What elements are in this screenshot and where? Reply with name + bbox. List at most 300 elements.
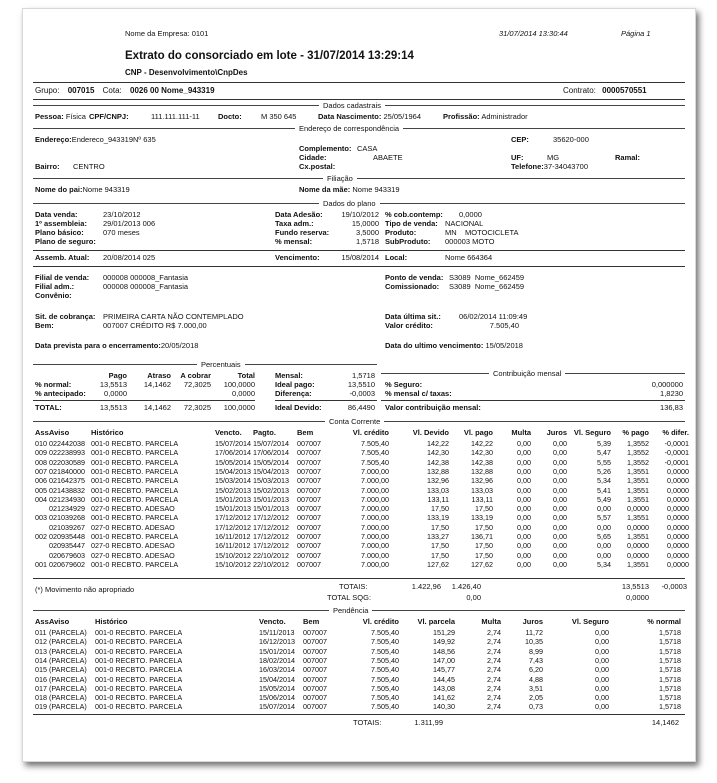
- cell-pct-pago: 0,0000: [627, 541, 649, 551]
- cell-aviso: 021039267: [49, 522, 85, 532]
- cell-multa: 2,74: [487, 637, 501, 647]
- cell-bem: 007007: [297, 559, 321, 569]
- cell-pct-difer: 0,0000: [667, 522, 689, 532]
- commissioned-value: S3089 Nome_662459: [449, 282, 525, 291]
- col-header-aviso: Aviso: [49, 617, 70, 626]
- cell-ass: 001: [35, 559, 47, 569]
- cell-juros: 2,05: [529, 693, 543, 703]
- cell-multa: 0,00: [517, 439, 531, 448]
- cell-vencto: 15/07/2014: [215, 439, 251, 448]
- cell-historico: 001-0 RECBTO. PARCELA: [95, 665, 183, 675]
- cell-pct-pago: 0,0000: [627, 504, 649, 514]
- divider: [275, 400, 377, 401]
- label: Local:: [385, 253, 408, 262]
- cell-pagto: 17/12/2012: [253, 532, 289, 541]
- cell-pago: 142,30: [471, 448, 493, 458]
- cell-credito: 7.505,40: [371, 665, 399, 675]
- col-header-bem: Bem: [297, 428, 314, 437]
- divider: [33, 714, 685, 715]
- label: Bem:: [35, 321, 54, 330]
- cell-pagto: 15/02/2013: [253, 485, 289, 495]
- cell-aviso: 021642375: [49, 476, 85, 486]
- cell-credito: 7.000,00: [361, 494, 389, 504]
- cell-multa: 0,00: [517, 494, 531, 504]
- cell-historico: 001-0 RECBTO. PARCELA: [95, 693, 183, 703]
- report-subtitle: CNP - Desenvolvimento\CnpDes: [125, 68, 248, 77]
- cota-label: Cota:: [102, 86, 122, 95]
- cell-devido: 132,96: [427, 476, 449, 486]
- cell-bem: 007007: [297, 439, 321, 448]
- cell-seguro: 5,55: [597, 457, 611, 467]
- label: Data venda:: [35, 210, 78, 219]
- label: Data prevista para o encerramento:: [35, 341, 161, 350]
- cell-seguro: 0,00: [595, 655, 609, 665]
- cell: 14,1462: [143, 403, 171, 412]
- cell-pct-difer: -0,0001: [664, 448, 689, 458]
- cell-bem: 007007: [303, 674, 327, 684]
- total-paid-value: 1.426,40: [451, 582, 481, 591]
- uf-value: MG: [547, 153, 560, 162]
- cell-vencto: 15/04/2013: [215, 466, 251, 476]
- cell-pct-pago: 1,3551: [627, 532, 649, 541]
- group-line: [35, 86, 215, 96]
- cell-bem: 007007: [297, 466, 321, 476]
- col-header-pct-difer: % difer.: [662, 428, 689, 437]
- cell-pago: 17,50: [475, 504, 493, 514]
- cell: 72,3025: [183, 380, 211, 389]
- cell-multa: 2,74: [487, 665, 501, 675]
- cell-multa: 0,00: [517, 522, 531, 532]
- cell-pct-difer: 0,0000: [667, 504, 689, 514]
- cell-juros: 0,00: [553, 550, 567, 560]
- cell-vencto: 15/05/2014: [215, 457, 251, 467]
- cell-pct-normal: 1,5718: [659, 693, 681, 703]
- credit-value: 7.505,40: [489, 321, 519, 330]
- col-header-juros: Juros: [522, 617, 543, 626]
- section-filiacao: [33, 174, 685, 184]
- label: % mensal c/ taxas:: [385, 389, 452, 398]
- cell-pagto: 17/12/2012: [253, 541, 289, 551]
- sqg-label: TOTAL SQG:: [327, 593, 372, 602]
- sale-date-value: 23/10/2012: [103, 210, 141, 219]
- ideal-paid-value: 13,5510: [347, 380, 375, 389]
- cell: 0,0000: [232, 389, 255, 398]
- cell-ass: 007: [35, 466, 47, 476]
- cell-bem: 007007: [303, 628, 327, 637]
- cell-pct-difer: 0,0000: [667, 485, 689, 495]
- cell-multa: 0,00: [517, 504, 531, 514]
- subproduct-value: 000003 MOTO: [445, 237, 495, 246]
- section-title: Pendência: [329, 606, 372, 615]
- cell-ass: 012: [35, 637, 47, 647]
- label: Filial adm.:: [35, 282, 75, 291]
- ideal-due-value: 86,4490: [347, 403, 375, 412]
- col-header: A cobrar: [180, 371, 211, 380]
- sale-point-value: S3089 Nome_662459: [449, 273, 525, 282]
- col-header-historico: Histórico: [91, 428, 124, 437]
- profession-value: Administrador: [481, 112, 528, 121]
- cell: 13,5513: [99, 380, 127, 389]
- cell-ass: 003: [35, 513, 47, 523]
- cell-aviso: 022238993: [49, 448, 85, 458]
- cell-pct-normal: 1,5718: [659, 683, 681, 693]
- cell-vencto: 15/01/2014: [259, 646, 295, 656]
- cell-parcela: 144,45: [433, 674, 455, 684]
- cell-bem: 007007: [297, 504, 321, 514]
- cell-historico: 001-0 RECBTO. PARCELA: [91, 513, 179, 523]
- contract-value: 0000570551: [602, 86, 647, 95]
- cell: 0,0000: [104, 389, 127, 398]
- cell-ass: 014: [35, 655, 47, 665]
- cell-pct-normal: 1,5718: [659, 655, 681, 665]
- phone-value: 37-34043700: [543, 162, 588, 171]
- cell-credito: 7.505,40: [371, 702, 399, 712]
- col-header-devido: Vl. Devido: [412, 428, 449, 437]
- cell-seguro: 0,00: [595, 674, 609, 684]
- label: % Seguro:: [385, 380, 423, 389]
- district-value: CENTRO: [73, 162, 105, 171]
- label: Cx.postal:: [299, 162, 336, 171]
- cell-ass: 010: [35, 439, 47, 448]
- cell-bem: 007007: [297, 494, 321, 504]
- cell-historico: 027-0 RECBTO. ADESAO: [91, 504, 175, 514]
- cell-pago: 136,71: [471, 532, 493, 541]
- cell-aviso: (PARCELA): [49, 655, 87, 665]
- company-name: Nome da Empresa: 0101: [125, 29, 209, 38]
- cell-pagto: 15/07/2014: [253, 439, 289, 448]
- cell-bem: 007007: [297, 457, 321, 467]
- cell-pagto: 22/10/2012: [253, 550, 289, 560]
- row-label: % antecipado:: [35, 389, 86, 398]
- cell-historico: 001-0 RECBTO. PARCELA: [91, 448, 179, 458]
- cell-pct-normal: 1,5718: [659, 637, 681, 647]
- cell-historico: 001-0 RECBTO. PARCELA: [95, 646, 183, 656]
- cell-credito: 7.505,40: [361, 457, 389, 467]
- cell-seguro: 5,47: [597, 448, 611, 458]
- cell-vencto: 15/01/2013: [215, 494, 251, 504]
- label: Nome do pai:: [35, 185, 83, 194]
- cell-pago: 17,50: [475, 541, 493, 551]
- divider: [33, 266, 685, 267]
- cell-vencto: 16/11/2012: [215, 532, 251, 541]
- cell-multa: 0,00: [517, 448, 531, 458]
- cell-pagto: 15/03/2013: [253, 476, 289, 486]
- cell-credito: 7.000,00: [361, 532, 389, 541]
- cell-pct-normal: 1,5718: [659, 646, 681, 656]
- cell-pct-difer: 0,0000: [667, 494, 689, 504]
- cell-parcela: 145,77: [433, 665, 455, 675]
- divider: [33, 99, 685, 100]
- cpf-value: 111.111.111-11: [151, 112, 200, 121]
- col-header-credito: Vl. crédito: [362, 617, 399, 626]
- cell-seguro: 5,34: [597, 559, 611, 569]
- label: % mensal:: [275, 237, 313, 246]
- cell-vencto: 15/04/2014: [259, 674, 295, 684]
- adhesion-date-value: 19/10/2012: [341, 210, 379, 219]
- label: Data Nascimento:: [318, 112, 382, 121]
- cell-bem: 007007: [297, 448, 321, 458]
- cell-bem: 007007: [303, 702, 327, 712]
- cell-multa: 0,00: [517, 457, 531, 467]
- cell-multa: 0,00: [517, 550, 531, 560]
- cell-aviso: (PARCELA): [49, 674, 87, 684]
- cell-seguro: 5,41: [597, 485, 611, 495]
- cell-historico: 001-0 RECBTO. PARCELA: [95, 683, 183, 693]
- section-dados-cadastrais: [33, 101, 685, 111]
- cell-pct-pago: 1,3551: [627, 485, 649, 495]
- section-dados-plano: [33, 199, 685, 209]
- cell-juros: 0,00: [553, 494, 567, 504]
- cell-credito: 7.505,40: [361, 439, 389, 448]
- cell-credito: 7.000,00: [361, 504, 389, 514]
- label: Data Adesão:: [275, 210, 323, 219]
- section-title: Endereço de correspondência: [295, 124, 403, 133]
- local-value: Nome 664364: [445, 253, 493, 262]
- section-percentuais: [33, 360, 377, 370]
- cell-aviso: 020935447: [49, 541, 85, 551]
- cell-aviso: (PARCELA): [49, 637, 87, 647]
- cell-historico: 001-0 RECBTO. PARCELA: [91, 466, 179, 476]
- cep-value: 35620-000: [553, 135, 589, 144]
- row-label: TOTAL:: [35, 403, 62, 412]
- label: Sit. de cobrança:: [35, 312, 96, 321]
- label: Ideal pago:: [275, 380, 315, 389]
- label: Produto:: [385, 228, 417, 237]
- cell-juros: 0,00: [553, 513, 567, 523]
- cell-seguro: 0,00: [597, 522, 611, 532]
- complement-value: CASA: [357, 144, 378, 153]
- cell-credito: 7.505,40: [371, 674, 399, 684]
- address-value: Endereco_943319Nº 635: [71, 135, 156, 144]
- cell-pagto: 15/04/2013: [253, 466, 289, 476]
- cell-juros: 0,00: [553, 541, 567, 551]
- sqg-pct-value: 0,0000: [626, 593, 649, 602]
- mother-value: Nome 943319: [352, 185, 400, 194]
- monthly-tax-value: 1,8230: [660, 389, 683, 398]
- cell-parcela: 147,00: [433, 655, 455, 665]
- col-header-seguro: Vl. Seguro: [573, 428, 611, 437]
- cell-aviso: 020679603: [49, 550, 85, 560]
- col-header-juros: Juros: [546, 428, 567, 437]
- label: Telefone:: [511, 162, 544, 171]
- report-title: Extrato do consorciado em lote - 31/07/2014 13:29:14: [125, 50, 414, 62]
- label: 1º assembleia:: [35, 219, 87, 228]
- cell-bem: 007007: [303, 683, 327, 693]
- cell-aviso: 020679602: [49, 559, 85, 569]
- cell-devido: 133,11: [427, 494, 449, 504]
- cell-seguro: 5,34: [597, 476, 611, 486]
- current-assembly-value: 20/08/2014 025: [103, 253, 156, 262]
- label: Docto:: [218, 112, 242, 121]
- cell-seguro: 5,39: [597, 439, 611, 448]
- cell-ass: 004: [35, 494, 47, 504]
- cell-vencto: 17/12/2012: [215, 522, 251, 532]
- cell-pago: 142,38: [471, 457, 493, 467]
- cell-pct-pago: 1,3552: [627, 439, 649, 448]
- cell-aviso: 021840000: [49, 466, 85, 476]
- cell-bem: 007007: [297, 550, 321, 560]
- report-datetime: 31/07/2014 13:30:44: [499, 29, 568, 38]
- label: Cidade:: [299, 153, 327, 162]
- col-header-pct-pago: % pago: [622, 428, 649, 437]
- cell-ass: 009: [35, 448, 47, 458]
- label: Bairro:: [35, 162, 60, 171]
- cell-pct-difer: -0,0001: [664, 439, 689, 448]
- label: Vencimento:: [275, 253, 320, 262]
- cell-multa: 0,00: [517, 532, 531, 541]
- cell: 100,0000: [223, 403, 255, 412]
- asset-value: 007007 CRÉDITO R$ 7.000,00: [103, 321, 207, 330]
- cell-ass: 008: [35, 457, 47, 467]
- cell-credito: 7.000,00: [361, 485, 389, 495]
- cell-juros: 0,00: [553, 457, 567, 467]
- cell-parcela: 141,62: [433, 693, 455, 703]
- cell: 14,1462: [143, 380, 171, 389]
- cell-vencto: 17/12/2012: [215, 513, 251, 523]
- conta-header-row: [35, 428, 687, 438]
- cadastrais-row: [35, 112, 86, 122]
- label: CEP:: [511, 135, 529, 144]
- label: Fundo reserva:: [275, 228, 330, 237]
- cell-multa: 2,74: [487, 693, 501, 703]
- section-title: Contribuição mensal: [489, 369, 565, 378]
- basic-plan-value: 070 meses: [103, 228, 140, 237]
- cell-historico: 001-0 RECBTO. PARCELA: [91, 485, 179, 495]
- cell-devido: 17,50: [431, 522, 449, 532]
- cell-juros: 0,00: [553, 559, 567, 569]
- cell-bem: 007007: [303, 637, 327, 647]
- insurance-pct-value: 0,000000: [651, 380, 683, 389]
- cell-historico: 001-0 RECBTO. PARCELA: [91, 494, 179, 504]
- cell-bem: 007007: [297, 513, 321, 523]
- total-installment-value: 1.311,99: [414, 718, 443, 727]
- cell-parcela: 143,08: [433, 683, 455, 693]
- cell-pct-pago: 1,3551: [627, 494, 649, 504]
- cell-credito: 7.505,40: [371, 628, 399, 637]
- cell-pagto: 15/05/2014: [253, 457, 289, 467]
- label: Ideal Devido:: [275, 403, 322, 412]
- label: Valor contribuição mensal:: [385, 403, 481, 412]
- cell-bem: 007007: [297, 532, 321, 541]
- sale-branch-value: 000008 000008_Fantasia: [103, 273, 189, 282]
- sale-type-value: NACIONAL: [445, 219, 484, 228]
- cell-multa: 2,74: [487, 655, 501, 665]
- cell-ass: 015: [35, 665, 47, 675]
- col-header-multa: Multa: [511, 428, 531, 437]
- page-number: Página 1: [621, 29, 651, 38]
- cell-juros: 0,00: [553, 476, 567, 486]
- cell: 72,3025: [183, 403, 211, 412]
- cell-pago: 133,11: [471, 494, 493, 504]
- cell-seguro: 0,00: [595, 702, 609, 712]
- label: UF:: [511, 153, 524, 162]
- total-due-value: 1.422,96: [411, 582, 441, 591]
- due-date-value: 15/08/2014: [341, 253, 379, 262]
- label: Filial de venda:: [35, 273, 90, 282]
- cell-vencto: 16/11/2012: [215, 541, 251, 551]
- cell-seguro: 0,00: [595, 637, 609, 647]
- col-header-pago: Vl. pago: [463, 428, 493, 437]
- cell-pago: 133,03: [471, 485, 493, 495]
- label: Nome da mãe:: [299, 185, 351, 194]
- cell-juros: 0,00: [553, 448, 567, 458]
- cell-credito: 7.505,40: [371, 683, 399, 693]
- cell-vencto: 16/03/2014: [259, 665, 295, 675]
- cell-vencto: 15/01/2013: [215, 504, 251, 514]
- label: Plano básico:: [35, 228, 84, 237]
- cell-aviso: (PARCELA): [49, 665, 87, 675]
- cell-pagto: 17/06/2014: [253, 448, 289, 458]
- cell-historico: 001-0 RECBTO. PARCELA: [91, 476, 179, 486]
- cota-value: 0026 00 Nome_943319: [130, 86, 215, 95]
- cell-seguro: 0,00: [595, 693, 609, 703]
- cell-seguro: 0,00: [595, 646, 609, 656]
- cell-juros: 0,00: [553, 485, 567, 495]
- cell-juros: 10,35: [525, 637, 543, 647]
- cell-ass: 002: [35, 532, 47, 541]
- label: Comissionado:: [385, 282, 440, 291]
- label: Taxa adm.:: [275, 219, 314, 228]
- cell-ass: 013: [35, 646, 47, 656]
- cell-aviso: (PARCELA): [49, 702, 87, 712]
- last-status-date-value: 06/02/2014 11:09:49: [459, 312, 528, 321]
- product-value: MN MOTOCICLETA: [445, 228, 519, 237]
- cell-juros: 8,99: [529, 646, 543, 656]
- footnote: (*) Movimento não apropriado: [35, 585, 135, 594]
- cell-devido: 17,50: [431, 504, 449, 514]
- table-row: [35, 560, 687, 570]
- cell-credito: 7.505,40: [371, 655, 399, 665]
- cell-devido: 17,50: [431, 541, 449, 551]
- cell-pago: 132,88: [471, 466, 493, 476]
- label: Data última sit.:: [385, 312, 441, 321]
- cell-credito: 7.505,40: [371, 693, 399, 703]
- cell-seguro: 0,00: [595, 683, 609, 693]
- cell-devido: 127,62: [427, 559, 449, 569]
- monthly-contribution-value: 136,83: [660, 403, 683, 412]
- cell-historico: 027-0 RECBTO. ADESAO: [91, 550, 175, 560]
- cell-multa: 0,00: [517, 485, 531, 495]
- col-header-pagto: Pagto.: [253, 428, 276, 437]
- city-value: ABAETE: [373, 153, 403, 162]
- section-title: Percentuais: [197, 360, 245, 369]
- col-header-vencto: Vencto.: [215, 428, 242, 437]
- cell-pct-pago: 1,3552: [627, 448, 649, 458]
- docto-value: M 350 645: [261, 112, 297, 121]
- cell-aviso: (PARCELA): [49, 628, 87, 637]
- label: Pessoa:: [35, 112, 64, 121]
- label: Ramal:: [615, 153, 641, 162]
- cell-vencto: 16/12/2013: [259, 637, 295, 647]
- cell-credito: 7.505,40: [371, 637, 399, 647]
- cell-historico: 001-0 RECBTO. PARCELA: [91, 439, 179, 448]
- divider: [381, 400, 685, 401]
- cell-parcela: 149,92: [433, 637, 455, 647]
- label: Diferença:: [275, 389, 312, 398]
- cell-pago: 17,50: [475, 522, 493, 532]
- cell-credito: 7.000,00: [361, 559, 389, 569]
- cell-seguro: 0,00: [597, 550, 611, 560]
- cell-pct-pago: 1,3551: [627, 559, 649, 569]
- cell-historico: 001-0 RECBTO. PARCELA: [91, 457, 179, 467]
- cell-seguro: 0,00: [597, 504, 611, 514]
- cell-aviso: (PARCELA): [49, 646, 87, 656]
- cell-devido: 132,88: [427, 466, 449, 476]
- cell-vencto: 15/07/2014: [259, 702, 295, 712]
- cell-aviso: (PARCELA): [49, 693, 87, 703]
- cell-vencto: 15/10/2012: [215, 550, 251, 560]
- divider: [33, 578, 685, 579]
